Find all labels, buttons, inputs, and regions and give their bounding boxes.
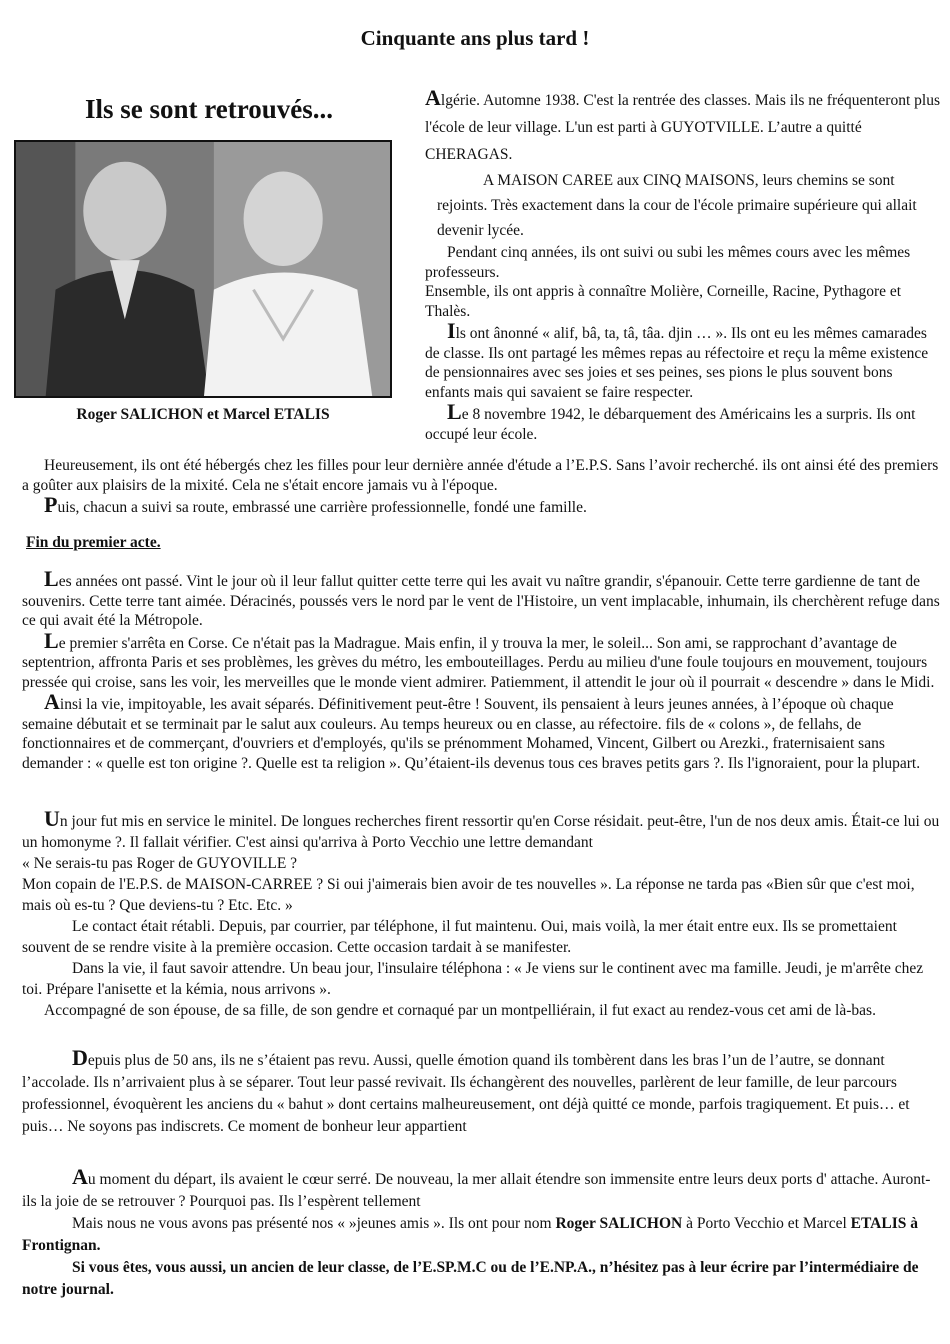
paragraph: « Ne serais-tu pas Roger de GUYOVILLE ?	[22, 855, 298, 872]
photo-two-men	[14, 140, 392, 398]
drop-cap: L	[447, 399, 462, 424]
paragraph: Le premier s'arrêta en Corse. Ce n'était pas la Madrague. Mais enfin, il y trouva la mer, le soleil... Son ami, se rapprochant d’avantage de septentrion, affronta Paris et ses problèmes, les grèves du métro, les embouteillages. Perdu au milieu d'une foule toujours en mouvement, toujours pressée qui croise, sans les voir, les merveilles que le monde vient admirer. Patiemment, il attendit le jour où il pourrait « descendre » dans le Midi.	[22, 627, 935, 691]
body-part-1	[22, 566, 940, 773]
section-heading: Fin du premier acte.	[26, 534, 161, 551]
paragraph: Algérie. Automne 1938. C'est la rentrée des classes. Mais ils ne fréquenteront plus l'école de leur village. L'un est parti à GUYOTVILLE. L’autre a quitté CHERAGAS.	[425, 85, 940, 163]
paragraph: Depuis plus de 50 ans, ils ne s’étaient pas revu. Aussi, quelle émotion quand ils tombèrent dans les bras l’un de l’autre, se donnant l’accolade. Ils n’arrivaient plus à se séparer. Tout leur passé revivait. Ils échangèrent des nouvelles, parlèrent de leur famille, de leur parcours professionnel, évoquèrent les anciens du « bahut » dont certains malheureusement, ont déjà quitté ce monde, parfois tragiquement. Et puis… et puis… Ne soyons pas indiscrets. Ce moment de bonheur leur appartient	[22, 1045, 910, 1135]
paragraph: Accompagné de son épouse, de sa fille, de son gendre et cornaqué par un montpelliérain, il fut exact au rendez-vous cet ami de là-bas.	[44, 1002, 876, 1019]
paragraph: Pendant cinq années, ils ont suivi ou subi les mêmes cours avec les mêmes professeurs.	[425, 244, 911, 281]
body-part-2	[22, 808, 940, 1021]
paragraph: Au moment du départ, ils avaient le cœur serré. De nouveau, la mer allait étendre son immensite entre leurs deux ports d' attache. Auront-ils la joie de se retrouver ? Pourquoi pas. Ils l’espèrent tellement	[22, 1164, 931, 1210]
drop-cap: L	[44, 627, 59, 653]
drop-cap: U	[44, 806, 60, 831]
paragraph: Ils ont ânonné « alif, bâ, ta, tâ, tâa. djin … ». Ils ont eu les mêmes camarades de classe. Ils ont partagé les mêmes repas au réfectoire et reçu la même existence de pensionnaires avec ses joies et ses peines, ses pions le plus souvent bons enfants mais qui savaient se faire respecter.	[425, 318, 929, 401]
body-part-3	[22, 1047, 940, 1138]
paragraph: Le 8 novembre 1942, le débarquement des Américains les a surpris. Ils ont occupé leur école.	[425, 399, 916, 443]
drop-cap: L	[44, 566, 59, 591]
paragraph: Heureusement, ils ont été hébergés chez les filles pour leur dernière année d'étude a l’E.P.S. Sans l’avoir recherché. ils ont ainsi été des premiers a goûter aux plaisirs de la mixité. Cela ne s'était encore jamais vu à l'époque.	[22, 457, 939, 494]
article-subtitle: Ils se sont retrouvés...	[85, 94, 333, 124]
paragraph: A MAISON CAREE aux CINQ MAISONS, leurs chemins se sont rejoints. Très exactement dans la cour de l'école primaire supérieure qui allait devenir lycée.	[437, 172, 917, 239]
page-title: Cinquante ans plus tard !	[360, 26, 590, 50]
paragraph: Ainsi la vie, impitoyable, les avait séparés. Définitivement peut-être ! Souvent, ils pensaient à leurs jeunes années, à l’époque où chaque semaine débutait et se terminait par le salut aux couleurs. Au temps heureux ou en classe, au réfectoire. fils de « colons », de fellahs, de fonctionnaires et de commerçant, d'ouvriers et d'employés, qu'ils se prénomment Mohamed, Vincent, Gilbert ou Arezki., fraternisaient sans demander : « quelle est ton origine ?. Quelle est ta religion ». Qu’étaient-ils devenus tous ces braves petits gars ?. Ils l'ignoraient, pour la plupart.	[22, 689, 921, 772]
paragraph: Ensemble, ils ont appris à connaître Molière, Corneille, Racine, Pythagore et Thalès.	[425, 283, 902, 320]
intro-paragraphs	[22, 456, 940, 518]
drop-cap: I	[447, 318, 456, 343]
drop-cap: D	[72, 1045, 88, 1070]
paragraph: Le contact était rétabli. Depuis, par courrier, par téléphone, il fut maintenu. Oui, mais voilà, la mer était entre eux. Ils se promettaient souvent de se rendre visite à la première occasion. Cette occasion tardait à se manifester.	[22, 918, 897, 956]
drop-cap: A	[425, 85, 441, 110]
paragraph: Mon copain de l'E.P.S. de MAISON-CARREE ? Si oui j'aimerais bien avoir de tes nouvelles ». La réponse ne tarda pas «Bien sûr que c'est moi, mais où es-tu ? Que deviens-tu ? Etc. Etc. »	[22, 876, 915, 914]
paragraph: Les années ont passé. Vint le jour où il leur fallut quitter cette terre qui les avait vu naître grandir, s'épanouir. Cette terre gardienne de tant de souvenirs. Cette terre tant aimée. Déracinés, poussés vers le nord par le vent de l'Histoire, un vent implacable, inhumain, ils cherchèrent refuge dans ce qui avait été la Métropole.	[22, 566, 940, 629]
drop-cap: A	[44, 689, 60, 714]
paragraph-closing: Si vous êtes, vous aussi, un ancien de leur classe, de l’E.SP.M.C ou de l’E.NP.A., n’hésitez pas à leur écrire par l’intermédiaire de notre journal.	[22, 1259, 919, 1298]
paragraph: Un jour fut mis en service le minitel. De longues recherches firent ressortir qu'en Corse résidait. peut-être, l'un de nos deux amis. Était-ce lui ou un homonyme ?. Il fallait vérifier. C'est ainsi qu'arriva à Porto Vecchio une lettre demandant	[22, 806, 940, 851]
drop-cap: A	[72, 1164, 88, 1189]
photo-illustration	[16, 142, 390, 396]
paragraph: Dans la vie, il faut savoir attendre. Un beau jour, l'insulaire téléphona : « Je viens sur le continent avec ma famille. Jeudi, je m'arrête chez toi. Prépare l'anisette et la kémia, nous arrivons ».	[22, 960, 924, 998]
paragraph: Puis, chacun a suivi sa route, embrassé une carrière professionnelle, fondé une famille.	[44, 492, 587, 517]
paragraph: Mais nous ne vous avons pas présenté nos « »jeunes amis ». Ils ont pour nom Roger SALICHON à Porto Vecchio et Marcel ETALIS à Frontignan.	[22, 1215, 918, 1254]
drop-cap: P	[44, 492, 58, 517]
right-column	[425, 84, 940, 444]
body-part-4	[22, 1166, 940, 1301]
photo-caption: Roger SALICHON et Marcel ETALIS	[76, 406, 330, 423]
